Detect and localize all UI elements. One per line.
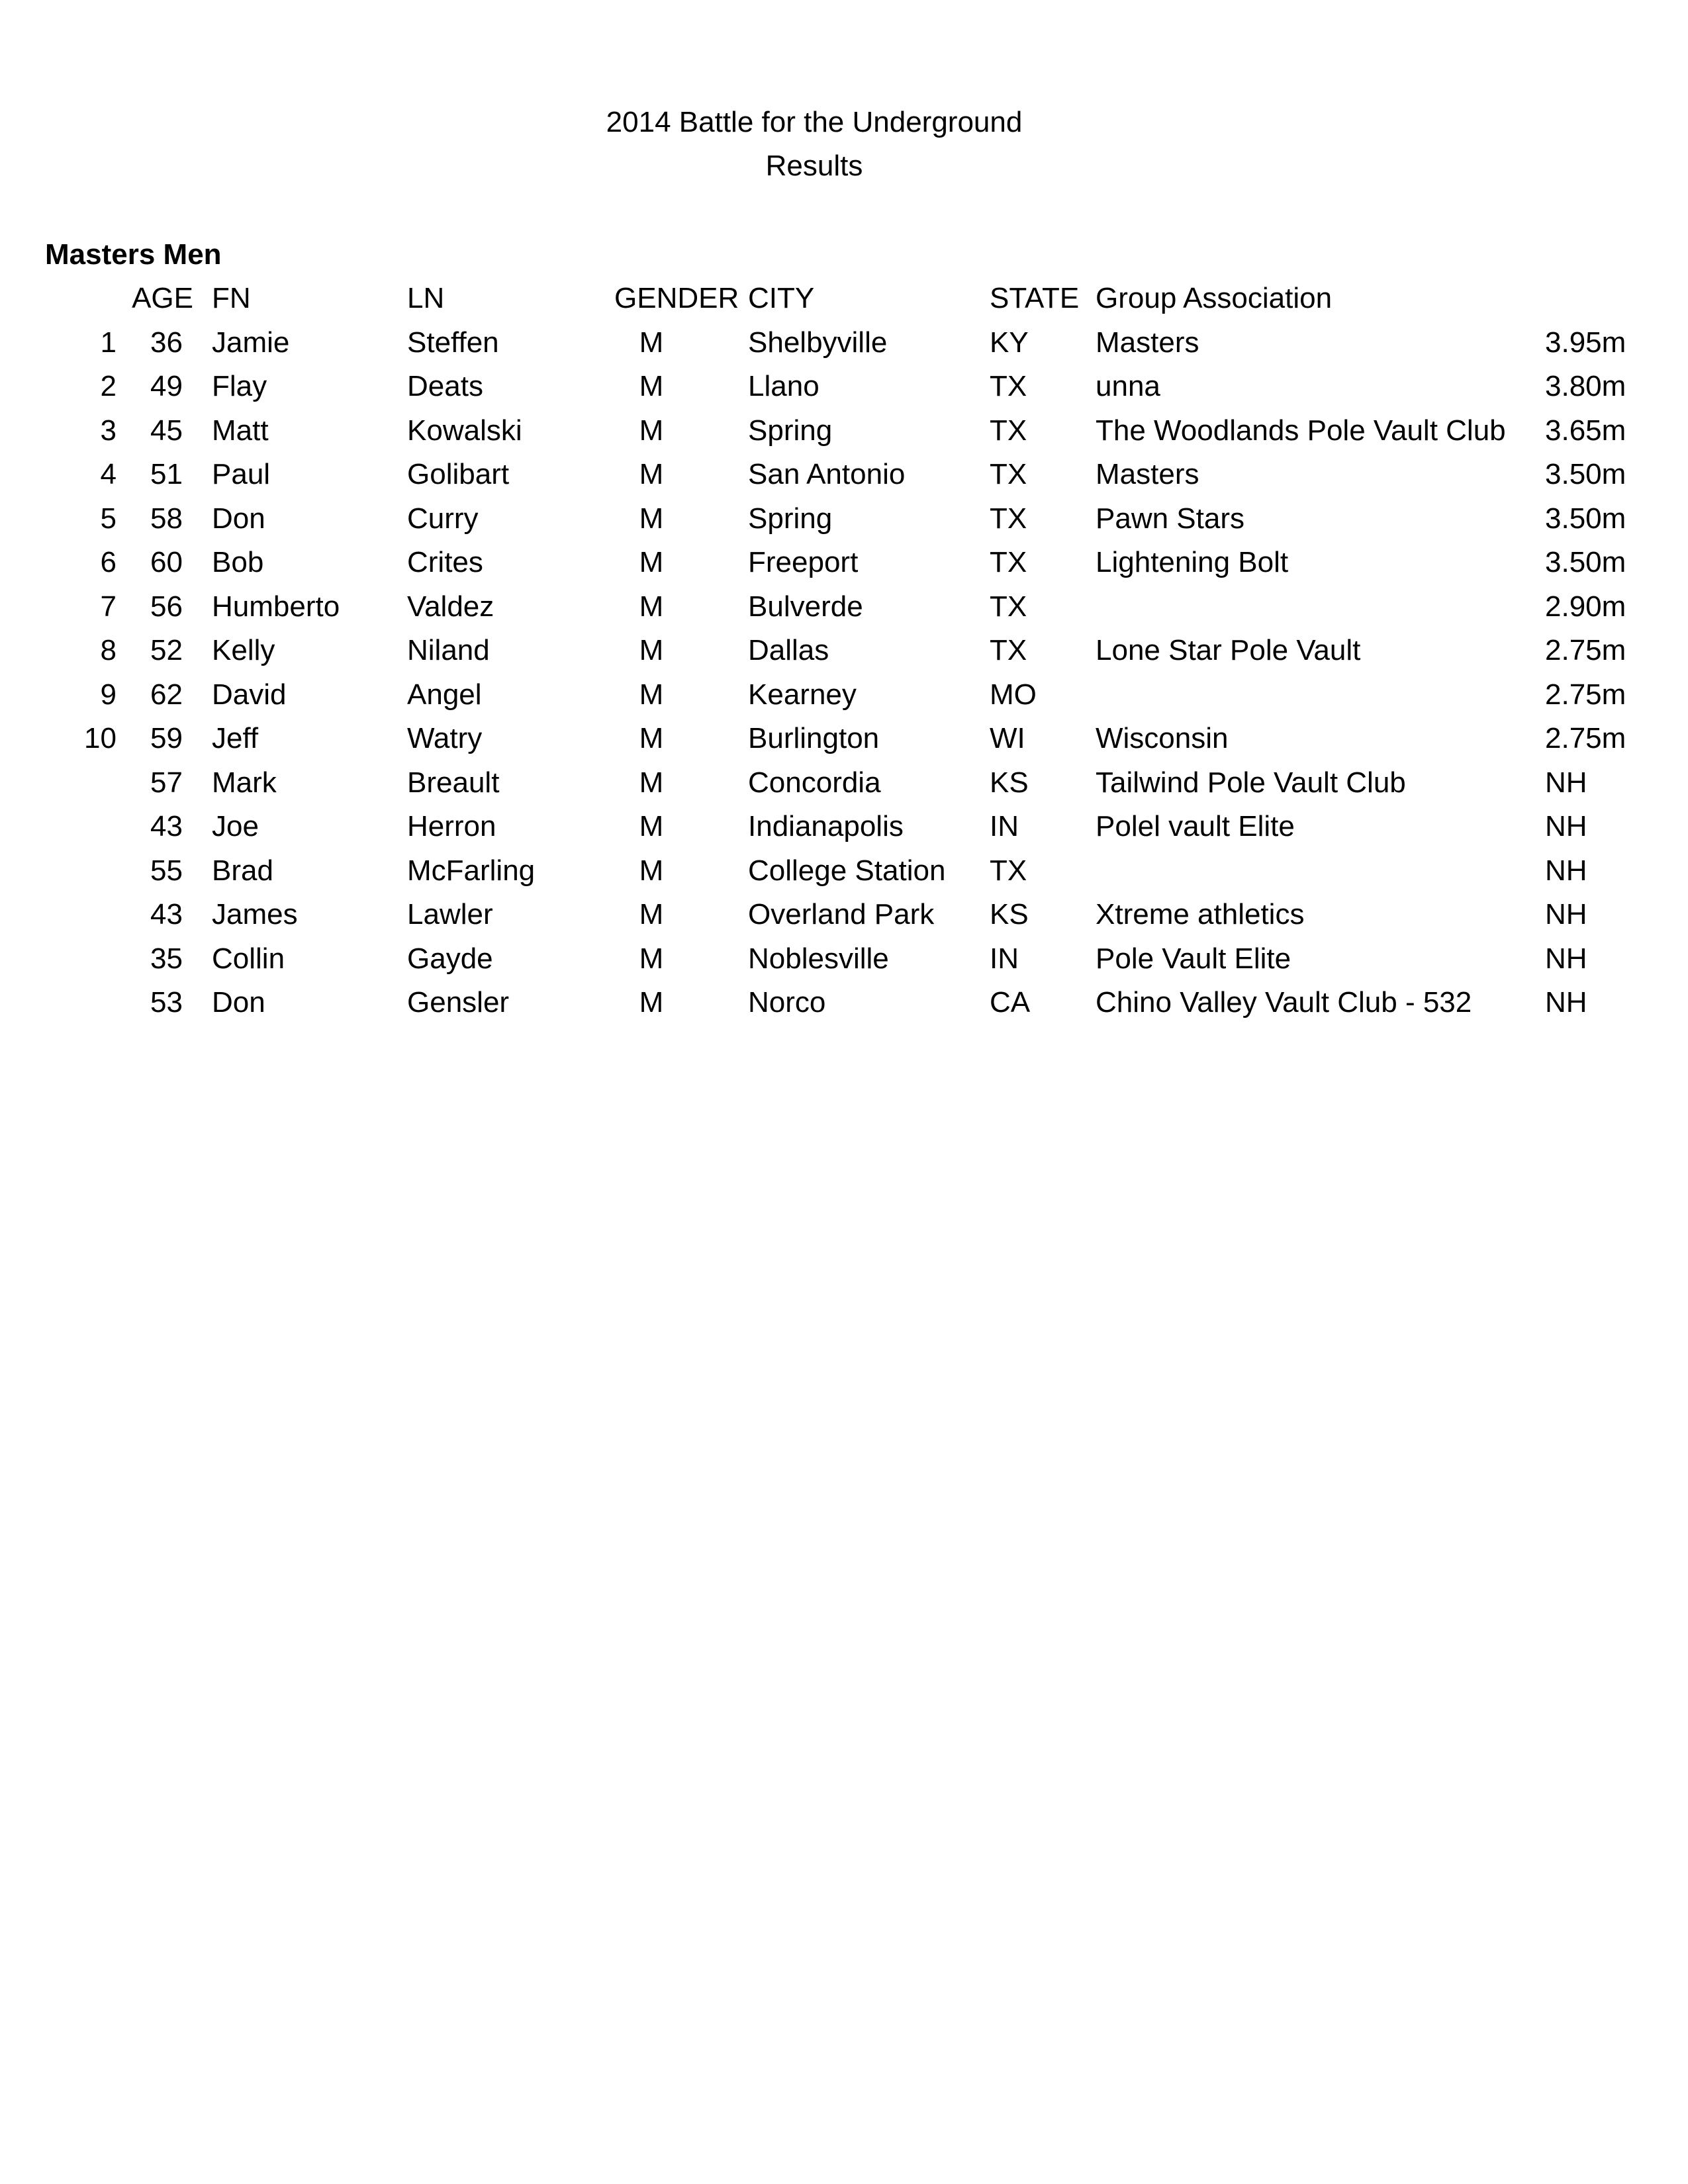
- group-association-cell: Lone Star Pole Vault: [1096, 634, 1361, 666]
- age-cell: 35: [150, 942, 183, 975]
- age-cell: 62: [150, 678, 183, 711]
- first-name-cell: Flay: [212, 370, 267, 402]
- first-name-cell: Brad: [212, 854, 273, 887]
- table-body: [0, 321, 1688, 1025]
- group-association-cell: unna: [1096, 370, 1160, 402]
- place-cell: 3: [100, 414, 117, 447]
- mark-cell: NH: [1545, 854, 1587, 887]
- place-cell: 6: [100, 546, 117, 578]
- gender-cell: M: [639, 370, 664, 402]
- state-cell: TX: [990, 590, 1027, 623]
- first-name-cell: Collin: [212, 942, 285, 975]
- place-cell: 2: [100, 370, 117, 402]
- group-association-cell: Masters: [1096, 326, 1199, 359]
- place-cell: 5: [100, 502, 117, 535]
- gender-cell: M: [639, 546, 664, 578]
- first-name-cell: Mark: [212, 766, 277, 799]
- last-name-cell: Gensler: [407, 986, 510, 1019]
- mark-cell: NH: [1545, 898, 1587, 931]
- table-row: [0, 321, 1688, 365]
- gender-cell: M: [639, 414, 664, 447]
- place-cell: 9: [100, 678, 117, 711]
- gender-cell: M: [639, 942, 664, 975]
- state-cell: TX: [990, 854, 1027, 887]
- mark-cell: NH: [1545, 986, 1587, 1019]
- last-name-cell: Kowalski: [407, 414, 522, 447]
- age-cell: 49: [150, 370, 183, 402]
- header-state: STATE: [990, 282, 1080, 314]
- first-name-cell: Jeff: [212, 722, 259, 754]
- last-name-cell: Golibart: [407, 458, 510, 490]
- city-cell: Freeport: [748, 546, 859, 578]
- place-cell: 10: [84, 722, 117, 754]
- first-name-cell: Don: [212, 986, 265, 1019]
- age-cell: 58: [150, 502, 183, 535]
- city-cell: Shelbyville: [748, 326, 888, 359]
- mark-cell: NH: [1545, 942, 1587, 975]
- table-row: [0, 409, 1688, 453]
- city-cell: Dallas: [748, 634, 829, 666]
- first-name-cell: Joe: [212, 810, 259, 842]
- last-name-cell: Angel: [407, 678, 482, 711]
- last-name-cell: Gayde: [407, 942, 493, 975]
- first-name-cell: Jamie: [212, 326, 290, 359]
- gender-cell: M: [639, 766, 664, 799]
- age-cell: 55: [150, 854, 183, 887]
- age-cell: 36: [150, 326, 183, 359]
- mark-cell: 2.75m: [1545, 678, 1626, 711]
- place-cell: 7: [100, 590, 117, 623]
- last-name-cell: Watry: [407, 722, 483, 754]
- gender-cell: M: [639, 854, 664, 887]
- age-cell: 53: [150, 986, 183, 1019]
- last-name-cell: Lawler: [407, 898, 493, 931]
- state-cell: CA: [990, 986, 1031, 1019]
- state-cell: KS: [990, 898, 1029, 931]
- city-cell: College Station: [748, 854, 946, 887]
- city-cell: Kearney: [748, 678, 857, 711]
- gender-cell: M: [639, 986, 664, 1019]
- document-title-block: [0, 101, 1628, 188]
- first-name-cell: Don: [212, 502, 265, 535]
- gender-cell: M: [639, 678, 664, 711]
- city-cell: Burlington: [748, 722, 880, 754]
- age-cell: 59: [150, 722, 183, 754]
- gender-cell: M: [639, 502, 664, 535]
- last-name-cell: Valdez: [407, 590, 494, 623]
- header-city: CITY: [748, 282, 815, 314]
- header-first-name: FN: [212, 282, 251, 314]
- city-cell: Spring: [748, 414, 833, 447]
- first-name-cell: James: [212, 898, 298, 931]
- gender-cell: M: [639, 590, 664, 623]
- gender-cell: M: [639, 634, 664, 666]
- first-name-cell: David: [212, 678, 287, 711]
- city-cell: San Antonio: [748, 458, 906, 490]
- group-association-cell: Masters: [1096, 458, 1199, 490]
- age-cell: 51: [150, 458, 183, 490]
- city-cell: Noblesville: [748, 942, 889, 975]
- header-group-association: Group Association: [1096, 282, 1333, 314]
- city-cell: Spring: [748, 502, 833, 535]
- gender-cell: M: [639, 810, 664, 842]
- state-cell: IN: [990, 810, 1019, 842]
- first-name-cell: Paul: [212, 458, 271, 490]
- table-row: [0, 805, 1688, 849]
- header-age: AGE: [132, 282, 193, 314]
- state-cell: TX: [990, 370, 1027, 402]
- table-row: [0, 849, 1688, 893]
- table-row: [0, 585, 1688, 629]
- state-cell: TX: [990, 458, 1027, 490]
- section-heading: Masters Men: [45, 238, 222, 271]
- city-cell: Concordia: [748, 766, 881, 799]
- group-association-cell: The Woodlands Pole Vault Club: [1096, 414, 1506, 447]
- city-cell: Llano: [748, 370, 820, 402]
- table-row: [0, 893, 1688, 937]
- document-title: 2014 Battle for the Underground: [606, 106, 1023, 138]
- mark-cell: 3.50m: [1545, 502, 1626, 535]
- age-cell: 56: [150, 590, 183, 623]
- city-cell: Overland Park: [748, 898, 935, 931]
- group-association-cell: Pole Vault Elite: [1096, 942, 1291, 975]
- place-cell: 8: [100, 634, 117, 666]
- last-name-cell: Deats: [407, 370, 483, 402]
- header-last-name: LN: [407, 282, 445, 314]
- header-gender: GENDER: [614, 282, 739, 314]
- state-cell: TX: [990, 546, 1027, 578]
- mark-cell: 3.65m: [1545, 414, 1626, 447]
- gender-cell: M: [639, 458, 664, 490]
- group-association-cell: Chino Valley Vault Club - 532: [1096, 986, 1472, 1019]
- age-cell: 43: [150, 898, 183, 931]
- state-cell: MO: [990, 678, 1037, 711]
- age-cell: 43: [150, 810, 183, 842]
- first-name-cell: Kelly: [212, 634, 275, 666]
- mark-cell: 3.50m: [1545, 546, 1626, 578]
- state-cell: TX: [990, 414, 1027, 447]
- group-association-cell: Pawn Stars: [1096, 502, 1244, 535]
- mark-cell: 3.95m: [1545, 326, 1626, 359]
- state-cell: KS: [990, 766, 1029, 799]
- last-name-cell: Steffen: [407, 326, 499, 359]
- place-cell: 1: [100, 326, 117, 359]
- last-name-cell: Niland: [407, 634, 490, 666]
- results-table: [0, 277, 1688, 1025]
- mark-cell: NH: [1545, 766, 1587, 799]
- table-row: [0, 937, 1688, 981]
- mark-cell: 2.75m: [1545, 634, 1626, 666]
- table-row: [0, 717, 1688, 761]
- gender-cell: M: [639, 722, 664, 754]
- mark-cell: NH: [1545, 810, 1587, 842]
- gender-cell: M: [639, 898, 664, 931]
- state-cell: WI: [990, 722, 1025, 754]
- table-row: [0, 629, 1688, 673]
- state-cell: KY: [990, 326, 1029, 359]
- table-row: [0, 981, 1688, 1025]
- age-cell: 52: [150, 634, 183, 666]
- age-cell: 45: [150, 414, 183, 447]
- city-cell: Indianapolis: [748, 810, 904, 842]
- city-cell: Bulverde: [748, 590, 863, 623]
- group-association-cell: Lightening Bolt: [1096, 546, 1289, 578]
- mark-cell: 2.90m: [1545, 590, 1626, 623]
- table-row: [0, 541, 1688, 585]
- last-name-cell: Breault: [407, 766, 500, 799]
- first-name-cell: Matt: [212, 414, 269, 447]
- mark-cell: 3.50m: [1545, 458, 1626, 490]
- group-association-cell: Wisconsin: [1096, 722, 1229, 754]
- table-row: [0, 497, 1688, 541]
- group-association-cell: Polel vault Elite: [1096, 810, 1295, 842]
- last-name-cell: Herron: [407, 810, 496, 842]
- last-name-cell: Crites: [407, 546, 483, 578]
- document-subtitle: Results: [765, 150, 863, 182]
- table-row: [0, 453, 1688, 497]
- city-cell: Norco: [748, 986, 826, 1019]
- state-cell: TX: [990, 634, 1027, 666]
- first-name-cell: Bob: [212, 546, 264, 578]
- place-cell: 4: [100, 458, 117, 490]
- age-cell: 57: [150, 766, 183, 799]
- last-name-cell: Curry: [407, 502, 479, 535]
- group-association-cell: Tailwind Pole Vault Club: [1096, 766, 1406, 799]
- state-cell: IN: [990, 942, 1019, 975]
- age-cell: 60: [150, 546, 183, 578]
- mark-cell: 2.75m: [1545, 722, 1626, 754]
- table-row: [0, 761, 1688, 805]
- table-row: [0, 365, 1688, 409]
- table-row: [0, 673, 1688, 717]
- mark-cell: 3.80m: [1545, 370, 1626, 402]
- group-association-cell: Xtreme athletics: [1096, 898, 1305, 931]
- last-name-cell: McFarling: [407, 854, 536, 887]
- state-cell: TX: [990, 502, 1027, 535]
- table-header-row: [0, 277, 1688, 321]
- first-name-cell: Humberto: [212, 590, 340, 623]
- gender-cell: M: [639, 326, 664, 359]
